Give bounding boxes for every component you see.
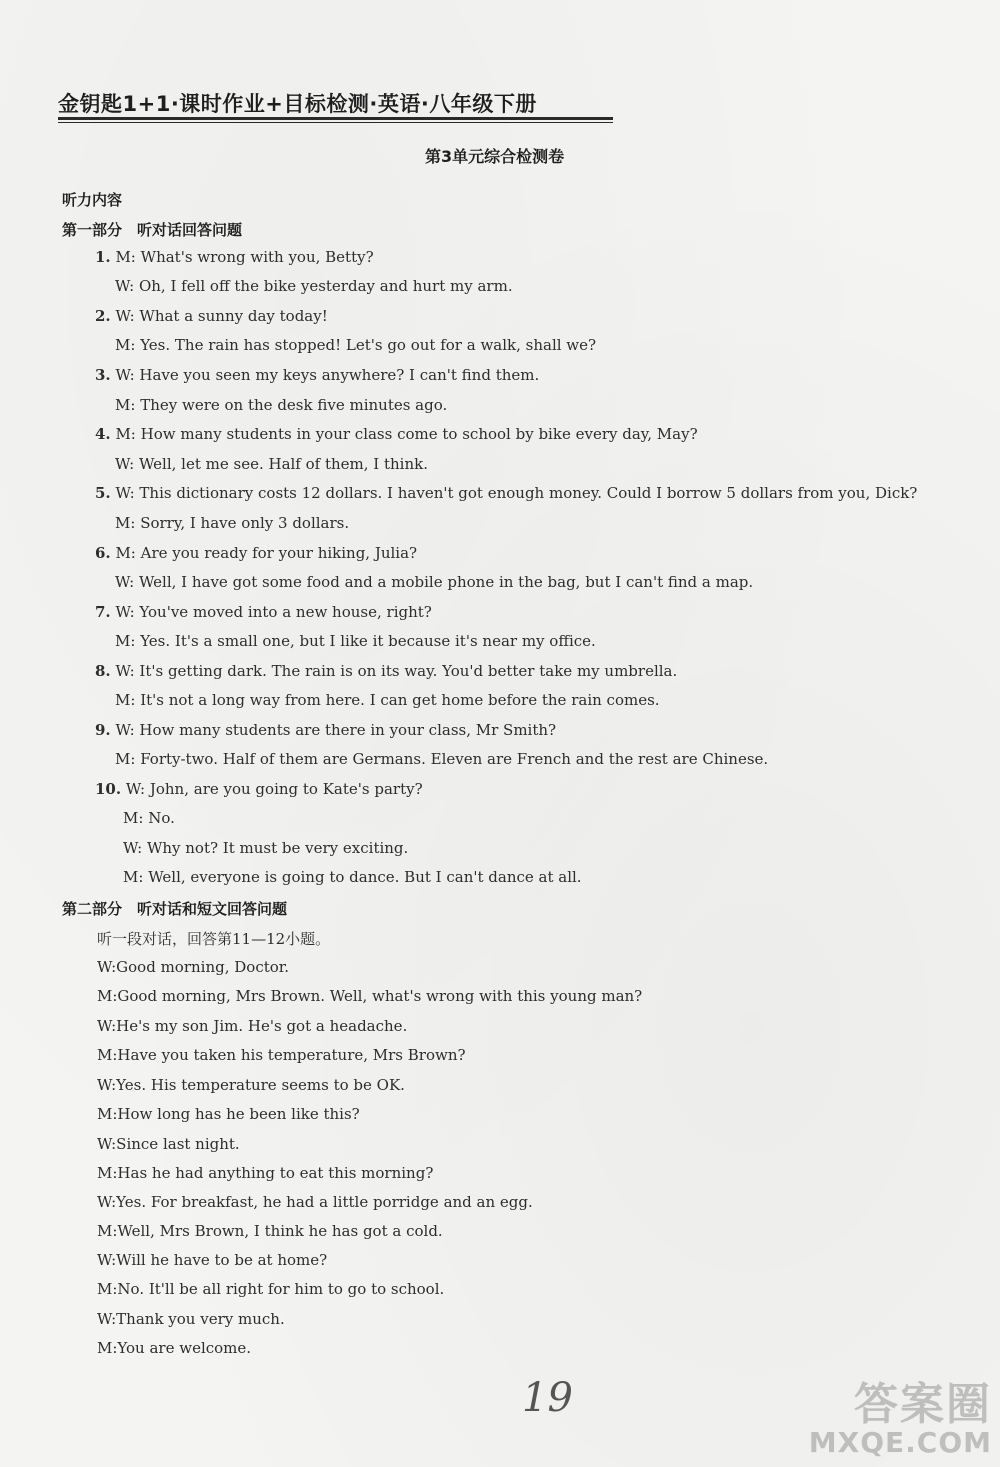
listening-heading: 听力内容 [62, 191, 123, 209]
speaker: W: [125, 780, 146, 798]
speaker: W: [115, 721, 135, 739]
speaker: M: [123, 868, 144, 886]
line-text: How many students in your class come to school by bike every day, May? [140, 425, 698, 443]
dialogue-line [97, 1251, 327, 1269]
book-header: 金钥匙1+1·课时作业+目标检测·英语·八年级下册 [58, 92, 537, 116]
dialogue-line [95, 248, 374, 266]
line-text: What's wrong with you, Betty? [140, 248, 374, 266]
speaker: W: [97, 1193, 117, 1211]
line-text: It's not a long way from here. I can get home before the rain comes. [140, 691, 660, 709]
line-text: How many students are there in your class, Mr Smith? [139, 721, 557, 739]
speaker: W: [97, 1076, 117, 1094]
speaker: W: [115, 307, 135, 325]
dialogue-line [97, 1310, 285, 1328]
line-text: Since last night. [116, 1135, 240, 1153]
speaker: M: [97, 1222, 118, 1240]
speaker: M: [97, 1164, 118, 1182]
item-number: 5. [95, 484, 111, 502]
dialogue-line [115, 336, 596, 354]
speaker: M: [115, 248, 136, 266]
speaker: W: [97, 1251, 117, 1269]
item-number: 10. [95, 780, 122, 798]
item-number: 3. [95, 366, 111, 384]
line-text: Are you ready for your hiking, Julia? [140, 544, 418, 562]
line-text: Yes. It's a small one, but I like it because it's near my office. [140, 632, 596, 650]
dialogue-line [95, 425, 698, 443]
speaker: W: [97, 1135, 117, 1153]
line-text: Has he had anything to eat this morning? [117, 1164, 434, 1182]
dialogue-line [123, 839, 408, 857]
dialogue-line [115, 277, 513, 295]
line-text: Well, let me see. Half of them, I think. [138, 455, 428, 473]
speaker: M: [115, 425, 136, 443]
line-text: Sorry, I have only 3 dollars. [140, 514, 350, 532]
dialogue-line [97, 1076, 405, 1094]
line-text: Thank you very much. [116, 1310, 285, 1328]
speaker: M: [115, 336, 136, 354]
dialogue-line [95, 366, 539, 384]
speaker: W: [115, 662, 135, 680]
part1-heading: 第一部分 听对话回答问题 [62, 221, 243, 239]
dialogue-line [115, 455, 428, 473]
speaker: W: [97, 1017, 117, 1035]
dialogue-line [95, 307, 328, 325]
dialogue-line [97, 1222, 443, 1240]
speaker: M: [115, 691, 136, 709]
speaker: M: [97, 1046, 118, 1064]
part2-intro: 听一段对话，回答第11—12小题。 [97, 930, 331, 948]
line-text: Well, Mrs Brown, I think he has got a cold. [117, 1222, 443, 1240]
dialogue-line [115, 750, 768, 768]
line-text: Have you seen my keys anywhere? I can't find them. [139, 366, 540, 384]
speaker: M: [97, 1339, 118, 1357]
speaker: W: [115, 277, 135, 295]
watermark-url: MXQE.COM [808, 1426, 992, 1459]
site-watermark [809, 1368, 992, 1459]
dialogue-line [95, 662, 677, 680]
part2-heading: 第二部分 听对话和短文回答问题 [62, 900, 288, 918]
item-number: 6. [95, 544, 111, 562]
dialogue-line [95, 721, 556, 739]
dialogue-line [97, 1017, 407, 1035]
line-text: No. [148, 809, 175, 827]
dialogue-line [95, 484, 917, 502]
speaker: M: [115, 396, 136, 414]
speaker: W: [115, 484, 135, 502]
header-rule-thin [58, 122, 613, 123]
item-number: 9. [95, 721, 111, 739]
dialogue-line [97, 1164, 433, 1182]
speaker: M: [123, 809, 144, 827]
speaker: M: [115, 544, 136, 562]
line-text: Why not? It must be very exciting. [146, 839, 409, 857]
dialogue-line [95, 603, 432, 621]
header-rule [58, 117, 613, 120]
dialogue-line [97, 958, 289, 976]
dialogue-line [97, 1046, 466, 1064]
speaker: M: [97, 1280, 118, 1298]
speaker: W: [115, 366, 135, 384]
line-text: Will he have to be at home? [116, 1251, 328, 1269]
line-text: Oh, I fell off the bike yesterday and hurt my arm. [138, 277, 513, 295]
dialogue-line [97, 1339, 251, 1357]
line-text: This dictionary costs 12 dollars. I haven't got enough money. Could I borrow 5 dollars from you, Dick? [139, 484, 918, 502]
watermark-logo-text: 答案圈 [854, 1379, 992, 1430]
line-text: He's my son Jim. He's got a headache. [116, 1017, 408, 1035]
dialogue-line [115, 573, 753, 591]
line-text: Yes. The rain has stopped! Let's go out for a walk, shall we? [140, 336, 597, 354]
dialogue-line [115, 396, 447, 414]
line-text: You are welcome. [117, 1339, 252, 1357]
dialogue-line [123, 809, 175, 827]
line-text: It's getting dark. The rain is on its way. You'd better take my umbrella. [139, 662, 678, 680]
speaker: W: [97, 958, 117, 976]
speaker: M: [115, 750, 136, 768]
item-number: 2. [95, 307, 111, 325]
item-number: 4. [95, 425, 111, 443]
line-text: Good morning, Mrs Brown. Well, what's wrong with this young man? [117, 987, 643, 1005]
speaker: M: [97, 1105, 118, 1123]
line-text: They were on the desk five minutes ago. [140, 396, 448, 414]
speaker: W: [123, 839, 143, 857]
dialogue-line [95, 544, 417, 562]
dialogue-line [97, 1280, 444, 1298]
dialogue-line [95, 780, 423, 798]
item-number: 1. [95, 248, 111, 266]
line-text: Forty-two. Half of them are Germans. Eleven are French and the rest are Chinese. [140, 750, 769, 768]
dialogue-line [115, 632, 596, 650]
page-title: 第3单元综合检测卷 [425, 147, 565, 166]
speaker: M: [97, 987, 118, 1005]
speaker: W: [97, 1310, 117, 1328]
dialogue-line [97, 987, 642, 1005]
line-text: John, are you going to Kate's party? [149, 780, 423, 798]
page-number: 19 [522, 1375, 573, 1421]
dialogue-line [97, 1193, 533, 1211]
speaker: M: [115, 632, 136, 650]
item-number: 7. [95, 603, 111, 621]
line-text: What a sunny day today! [139, 307, 328, 325]
line-text: How long has he been like this? [117, 1105, 360, 1123]
line-text: You've moved into a new house, right? [139, 603, 432, 621]
line-text: No. It'll be all right for him to go to school. [117, 1280, 445, 1298]
dialogue-line [97, 1105, 360, 1123]
dialogue-line [115, 691, 660, 709]
line-text: Well, I have got some food and a mobile phone in the bag, but I can't find a map. [138, 573, 754, 591]
speaker: W: [115, 603, 135, 621]
line-text: Well, everyone is going to dance. But I can't dance at all. [148, 868, 582, 886]
line-text: Have you taken his temperature, Mrs Brown? [117, 1046, 466, 1064]
speaker: M: [115, 514, 136, 532]
dialogue-line [123, 868, 582, 886]
speaker: W: [115, 455, 135, 473]
line-text: Yes. His temperature seems to be OK. [116, 1076, 405, 1094]
line-text: Good morning, Doctor. [116, 958, 290, 976]
item-number: 8. [95, 662, 111, 680]
dialogue-line [97, 1135, 240, 1153]
line-text: Yes. For breakfast, he had a little porridge and an egg. [116, 1193, 533, 1211]
speaker: W: [115, 573, 135, 591]
dialogue-line [115, 514, 349, 532]
